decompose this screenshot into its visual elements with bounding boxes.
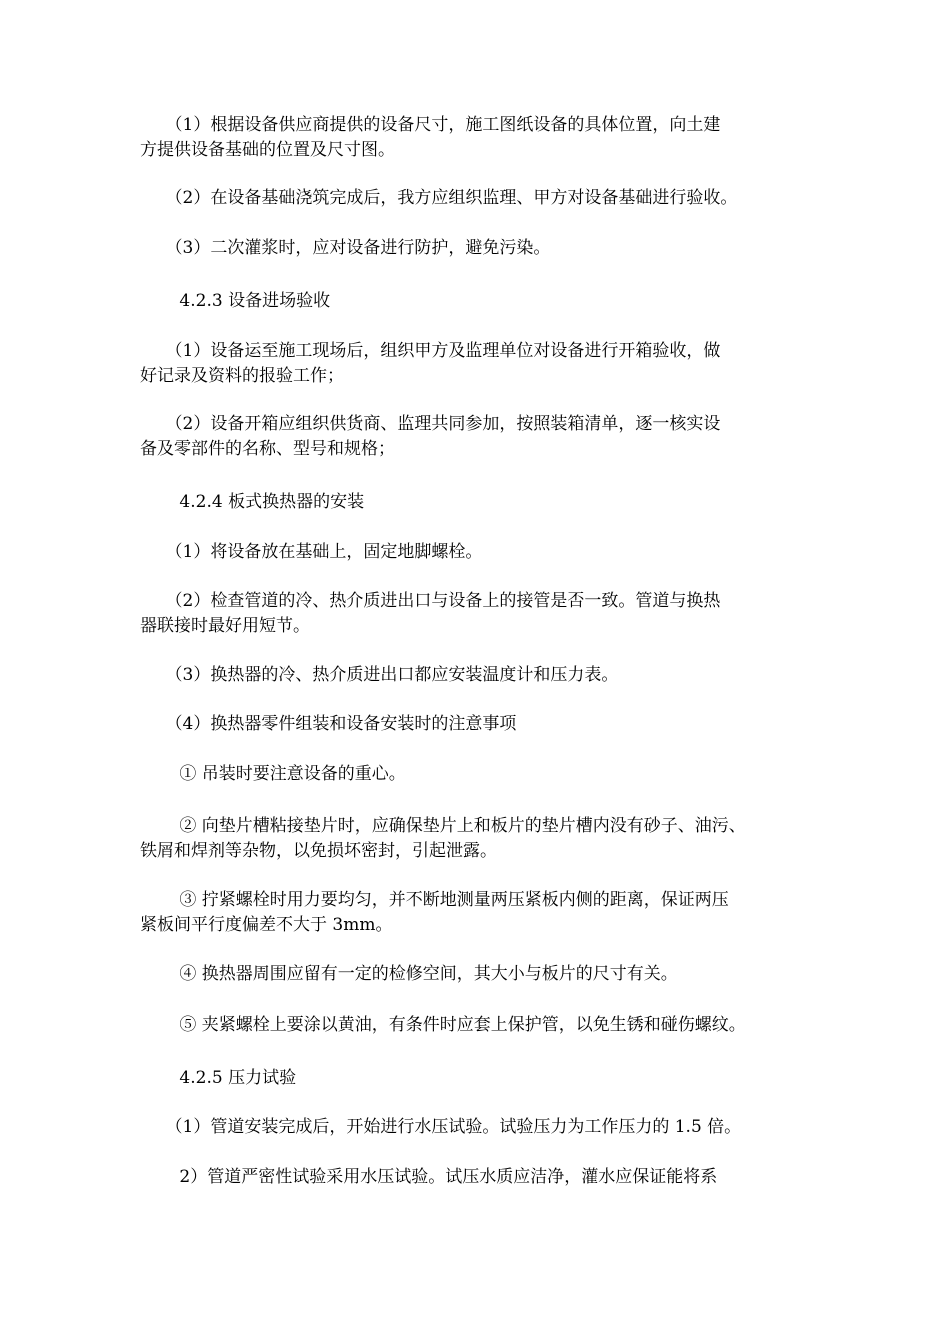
paragraph-line: 铁屑和焊剂等杂物，以免损坏密封，引起泄露。 (140, 841, 497, 861)
paragraph-line: （1）管道安装完成后，开始进行水压试验。试验压力为工作压力的 1.5 倍。 (140, 1117, 742, 1137)
paragraph-line: （2）设备开箱应组织供货商、监理共同参加，按照装箱清单，逐一核实设 (140, 414, 721, 434)
paragraph-18 (140, 1115, 820, 1140)
paragraph-3 (140, 236, 820, 261)
paragraph-line: （3）二次灌浆时，应对设备进行防护，避免污染。 (140, 238, 551, 258)
note-item-4 (140, 962, 820, 987)
paragraph-line: ⑤ 夹紧螺栓上要涂以黄油，有条件时应套上保护管，以免生锈和碰伤螺纹。 (140, 1015, 746, 1035)
paragraph-5 (140, 339, 820, 389)
paragraph-8 (140, 540, 820, 565)
paragraph-line: 好记录及资料的报验工作； (140, 366, 344, 386)
paragraph-line: 方提供设备基础的位置及尺寸图。 (140, 140, 395, 160)
paragraph-line: （1）根据设备供应商提供的设备尺寸，施工图纸设备的具体位置，向土建 (140, 115, 721, 135)
paragraph-line: （1）将设备放在基础上，固定地脚螺栓。 (140, 542, 483, 562)
section-heading-4-2-5 (140, 1066, 820, 1091)
note-item-1 (140, 762, 820, 787)
paragraph-19 (140, 1165, 820, 1190)
note-item-5 (140, 1013, 820, 1038)
paragraph-line: ② 向垫片槽粘接垫片时，应确保垫片上和板片的垫片槽内没有砂子、油污、 (140, 816, 746, 836)
paragraph-line: 备及零部件的名称、型号和规格； (140, 439, 395, 459)
note-item-3 (140, 888, 820, 938)
paragraph-line: 紧板间平行度偏差不大于 3mm。 (140, 915, 393, 935)
paragraph-6 (140, 412, 820, 462)
paragraph-line: （1）设备运至施工现场后，组织甲方及监理单位对设备进行开箱验收，做 (140, 341, 721, 361)
paragraph-9 (140, 589, 820, 639)
paragraph-1 (140, 113, 820, 163)
paragraph-line: （2）在设备基础浇筑完成后，我方应组织监理、甲方对设备基础进行验收。 (140, 188, 738, 208)
paragraph-11 (140, 712, 820, 737)
heading-line: 4.2.5 压力试验 (140, 1068, 297, 1088)
paragraph-line: ① 吊装时要注意设备的重心。 (140, 764, 406, 784)
heading-line: 4.2.4 板式换热器的安装 (140, 492, 365, 512)
section-heading-4-2-4 (140, 490, 820, 515)
paragraph-line: （2）检查管道的冷、热介质进出口与设备上的接管是否一致。管道与换热 (140, 591, 721, 611)
paragraph-line: 器联接时最好用短节。 (140, 616, 310, 636)
heading-line: 4.2.3 设备进场验收 (140, 291, 331, 311)
paragraph-line: 2）管道严密性试验采用水压试验。试压水质应洁净，灌水应保证能将系 (140, 1167, 718, 1187)
paragraph-line: ④ 换热器周围应留有一定的检修空间，其大小与板片的尺寸有关。 (140, 964, 678, 984)
note-item-2 (140, 814, 820, 864)
paragraph-line: （4）换热器零件组装和设备安装时的注意事项 (140, 714, 517, 734)
paragraph-10 (140, 663, 820, 688)
paragraph-2 (140, 186, 820, 211)
paragraph-line: ③ 拧紧螺栓时用力要均匀，并不断地测量两压紧板内侧的距离，保证两压 (140, 890, 729, 910)
paragraph-line: （3）换热器的冷、热介质进出口都应安装温度计和压力表。 (140, 665, 619, 685)
section-heading-4-2-3 (140, 289, 820, 314)
